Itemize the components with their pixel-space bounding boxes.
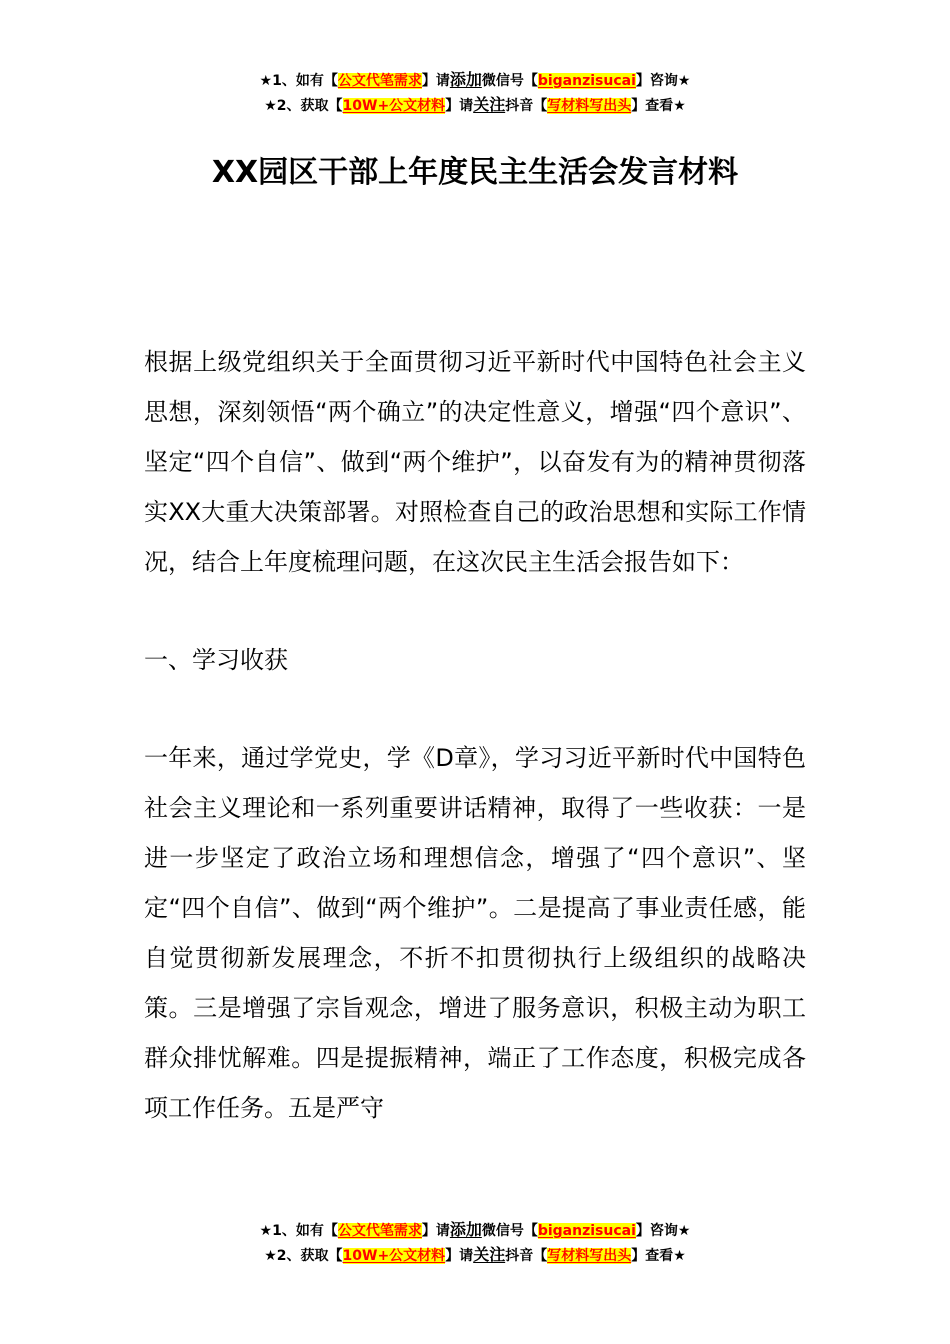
section-paragraph: 一年来，通过学党史，学《D章》，学习习近平新时代中国特色社会主义理论和一系列重要讲话精神，取得了一些收获：一是进一步坚定了政治立场和理想信念，增强了“四个意识”、坚定“四个自信”、做到“两个维护”。二是提高了事业责任感，能自觉贯彻新发展理念，不折不扣贯彻执行上级组织的战略决策。三是增强了宗旨观念，增进了服务意识，积极主动为职工群众排忧解难。四是提振精神，端正了工作态度，积极完成各项工作任务。五是严守 bbox=[144, 744, 806, 1122]
highlight-text: 10W+公文材料 bbox=[342, 1248, 446, 1264]
promo-line-2 bbox=[0, 93, 950, 118]
emphasis-text: 添加 bbox=[449, 70, 482, 89]
paragraph-spacer bbox=[144, 587, 806, 635]
promo-text: ★1、如有【 bbox=[259, 1223, 338, 1239]
paragraph-spacer bbox=[144, 685, 806, 733]
emphasis-text: 添加 bbox=[449, 1220, 482, 1239]
promo-text: 】咨询★ bbox=[635, 73, 691, 89]
emphasis-text: 关注 bbox=[473, 1245, 506, 1264]
wechat-id-link[interactable]: biganzisucai bbox=[537, 1223, 636, 1239]
promo-text: 】咨询★ bbox=[635, 1223, 691, 1239]
promo-text: 】请 bbox=[445, 98, 474, 114]
promo-banner-top bbox=[0, 68, 950, 118]
promo-text: 】查看★ bbox=[631, 98, 686, 114]
highlight-text: 公文代笔需求 bbox=[337, 1223, 422, 1239]
intro-paragraph: 根据上级党组织关于全面贯彻习近平新时代中国特色社会主义思想，深刻领悟“两个确立”的决定性意义，增强“四个意识”、坚定“四个自信”、做到“两个维护”，以奋发有为的精神贯彻落实XX大重大决策部署。对照检查自己的政治思想和实际工作情况，结合上年度梳理问题，在这次民主生活会报告如下： bbox=[144, 348, 806, 576]
promo-text: ★2、获取【 bbox=[264, 98, 343, 114]
section-heading: 一、学习收获 bbox=[144, 646, 288, 674]
promo-text: 抖音【 bbox=[505, 98, 548, 114]
douyin-account-link[interactable]: 写材料写出头 bbox=[547, 1248, 632, 1264]
promo-line-2 bbox=[0, 1243, 950, 1268]
promo-banner-bottom bbox=[0, 1218, 950, 1268]
promo-text: ★2、获取【 bbox=[264, 1248, 343, 1264]
promo-text: 微信号【 bbox=[481, 1223, 538, 1239]
promo-text: ★1、如有【 bbox=[259, 73, 338, 89]
promo-text: 】请 bbox=[421, 73, 450, 89]
document-title: XX园区干部上年度民主生活会发言材料 bbox=[211, 155, 739, 190]
douyin-account-link[interactable]: 写材料写出头 bbox=[547, 98, 632, 114]
promo-line-1 bbox=[0, 1218, 950, 1243]
promo-text: 】查看★ bbox=[631, 1248, 686, 1264]
highlight-text: 10W+公文材料 bbox=[342, 98, 446, 114]
emphasis-text: 关注 bbox=[473, 95, 506, 114]
wechat-id-link[interactable]: biganzisucai bbox=[537, 73, 636, 89]
highlight-text: 公文代笔需求 bbox=[337, 73, 422, 89]
promo-text: 】请 bbox=[445, 1248, 474, 1264]
promo-line-1 bbox=[0, 68, 950, 93]
promo-text: 微信号【 bbox=[481, 73, 538, 89]
document-body bbox=[144, 337, 806, 1133]
promo-text: 抖音【 bbox=[505, 1248, 548, 1264]
promo-text: 】请 bbox=[421, 1223, 450, 1239]
